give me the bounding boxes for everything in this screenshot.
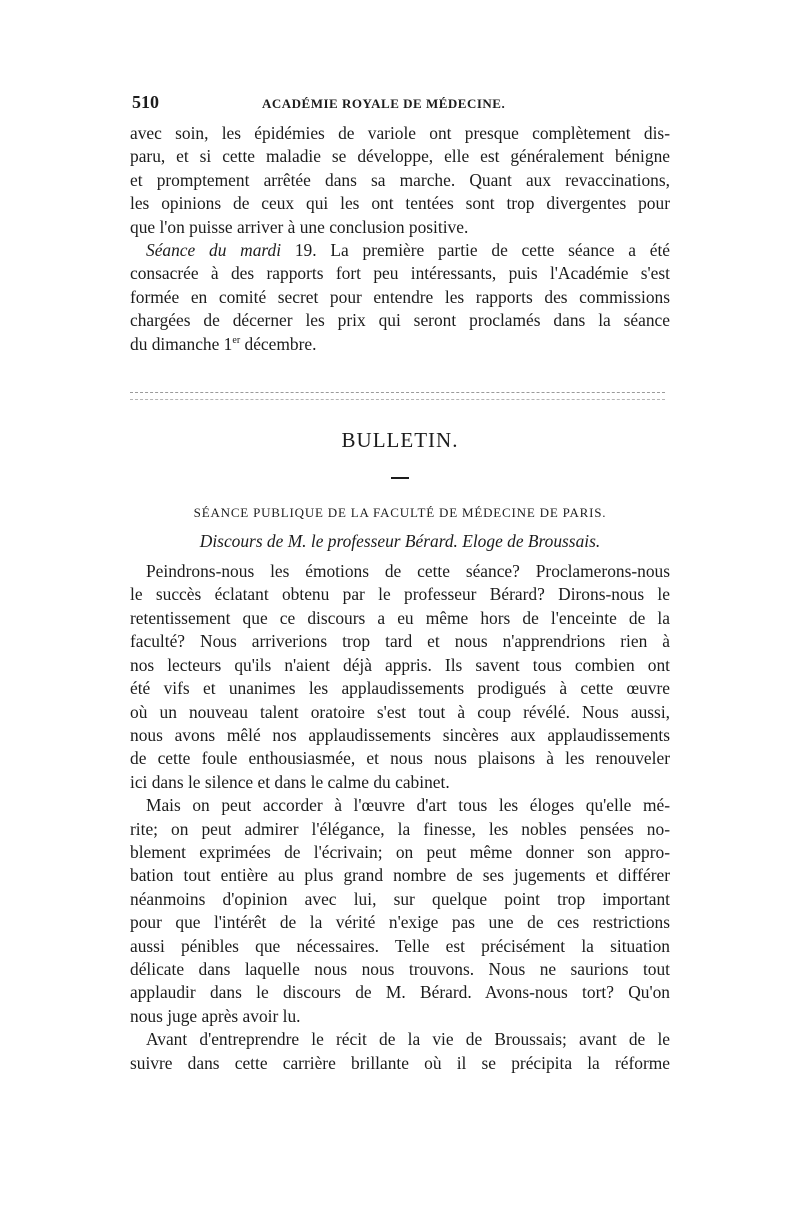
paragraph-emotions xyxy=(130,560,670,794)
text-line: que l'on puisse arriver à une conclusion positive. xyxy=(130,216,469,237)
text-line: où un nouveau talent oratoire s'est tout à coup révélé. Nous aussi, xyxy=(130,701,670,722)
text-line: formée en comité secret pour entendre les rapports des commissions xyxy=(130,286,670,307)
text-line: été vifs et unanimes les applaudissements prodigués à cette œuvre xyxy=(130,678,670,699)
text-line: nous avons mêlé nos applaudissements sincères aux applaudissements xyxy=(130,724,670,745)
text-line: rite; on peut admirer l'élégance, la finesse, les nobles pensées no- xyxy=(130,818,670,839)
text-line: pour que l'intérêt de la vérité n'exige pas une de ces restrictions xyxy=(130,912,670,933)
paragraph-broussais xyxy=(130,1028,670,1075)
short-rule xyxy=(391,477,409,479)
text-line: de cette foule enthousiasmée, et nous nous plaisons à les renouveler xyxy=(130,748,670,769)
text-line: bation tout entière au plus grand nombre de ses jugements et différer xyxy=(130,865,670,886)
text-line: consacrée à des rapports fort peu intéressants, puis l'Académie s'est xyxy=(130,263,670,284)
page-number: 510 xyxy=(132,92,159,112)
text-fragment: du dimanche 1 xyxy=(130,333,233,354)
text-line: aussi pénibles que nécessaires. Telle est précisément la situation xyxy=(130,935,670,956)
text-line: nos lecteurs qu'ils n'aient déjà appris. Ils savent tous combien ont xyxy=(130,654,670,675)
text-fragment: 19. La première partie de cette séance a été xyxy=(281,240,670,261)
paragraph-oeuvre-art xyxy=(130,794,670,1028)
text-line: le succès éclatant obtenu par le professeur Bérard? Dirons-nous le xyxy=(130,584,670,605)
paragraph-variole xyxy=(130,122,670,239)
bulletin-title: BULLETIN. xyxy=(341,428,459,453)
text-line: Peindrons-nous les émotions de cette séance? Proclamerons-nous xyxy=(146,561,670,582)
text-line: chargées de décerner les prix qui seront proclamés dans la séance xyxy=(130,310,670,331)
running-head xyxy=(130,92,670,118)
text-fragment: décembre. xyxy=(240,333,317,354)
text-line: faculté? Nous arriverions trop tard et nous n'apprendrions rien à xyxy=(130,631,670,652)
text-line: Avant d'entreprendre le récit de la vie de Broussais; avant de le xyxy=(146,1029,670,1050)
text-line: avec soin, les épidémies de variole ont presque complètement dis- xyxy=(130,123,670,143)
ordinal-superscript: er xyxy=(232,334,241,346)
text-line: délicate dans laquelle nous nous trouvons. Nous ne saurions tout xyxy=(130,958,670,979)
text-line: retentissement que ce discours a eu même hors de l'enceinte de la xyxy=(130,607,670,628)
book-page xyxy=(130,92,670,1075)
text-line: néanmoins d'opinion avec lui, sur quelque point trop important xyxy=(130,888,670,909)
text-line: Mais on peut accorder à l'œuvre d'art tous les éloges qu'elle mé- xyxy=(146,795,670,816)
discours-subheading: Discours de M. le professeur Bérard. Eloge de Broussais. xyxy=(199,531,601,552)
paragraph-seance-mardi xyxy=(130,239,670,356)
section-separator xyxy=(130,392,665,400)
seance-heading: SÉANCE PUBLIQUE DE LA FACULTÉ DE MÉDECINE DE PARIS. xyxy=(193,505,607,521)
text-line: blement exprimées de l'écrivain; on peut même donner son appro- xyxy=(130,841,670,862)
seance-date-label: Séance du mardi xyxy=(146,240,282,261)
text-line: et promptement arrêtée dans sa marche. Quant aux revaccinations, xyxy=(130,169,670,190)
text-line: ici dans le silence et dans le calme du cabinet. xyxy=(130,771,450,792)
text-line: applaudir dans le discours de M. Bérard. Avons-nous tort? Qu'on xyxy=(130,982,670,1003)
text-line: les opinions de ceux qui les ont tentées sont trop divergentes pour xyxy=(130,193,670,214)
text-line: paru, et si cette maladie se développe, elle est généralement bénigne xyxy=(130,146,670,167)
text-line xyxy=(130,239,670,262)
text-line: suivre dans cette carrière brillante où il se précipita la réforme xyxy=(130,1052,670,1073)
text-line xyxy=(130,333,670,356)
running-title: ACADÉMIE ROYALE DE MÉDECINE. xyxy=(262,96,506,111)
text-line: nous juge après avoir lu. xyxy=(130,1005,301,1026)
